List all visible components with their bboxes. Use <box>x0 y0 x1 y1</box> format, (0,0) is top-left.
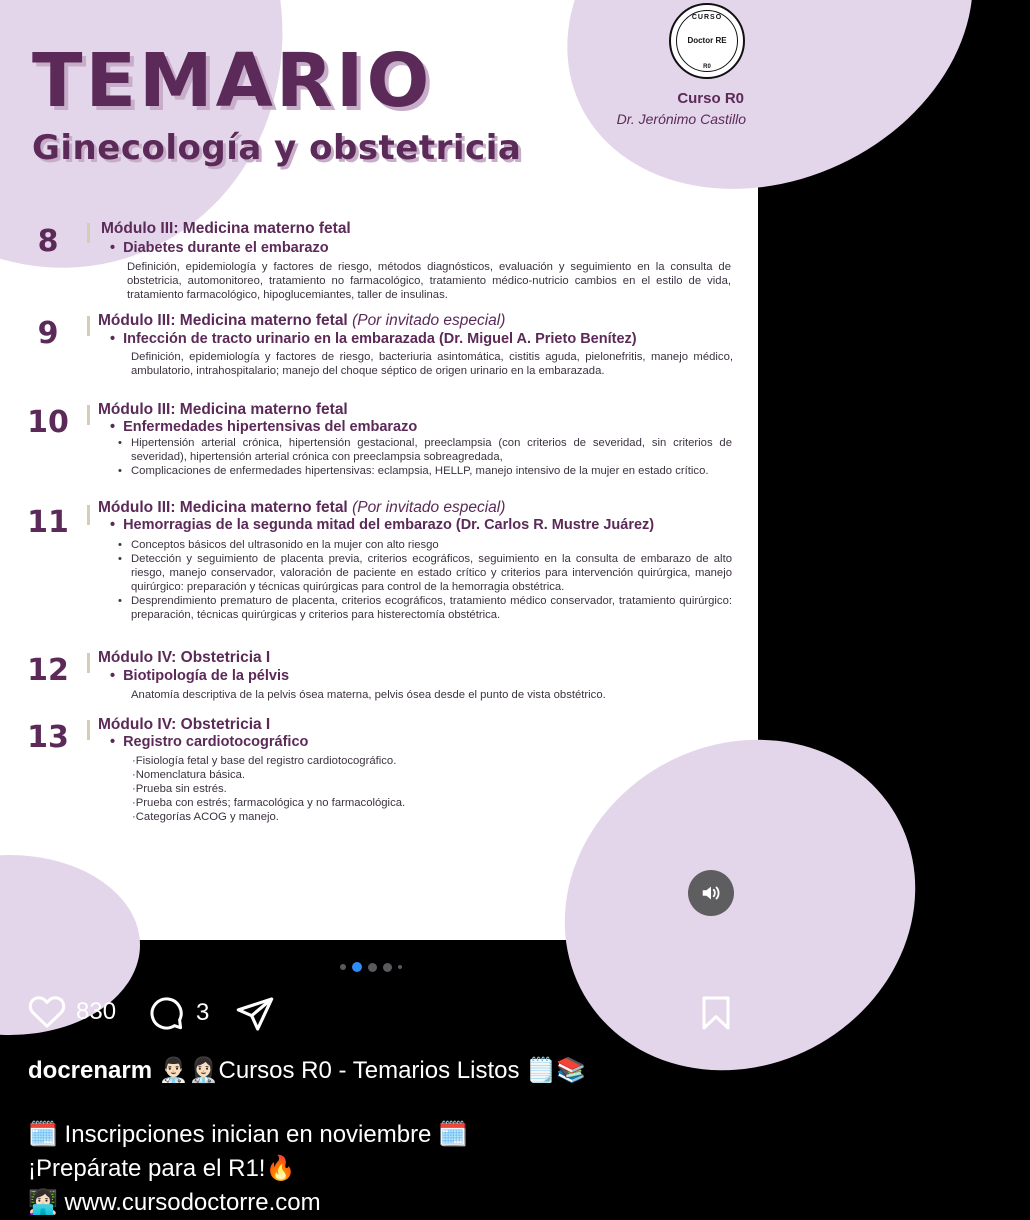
doctor-re-logo: CURSO Doctor RE R0 <box>669 3 745 79</box>
like-count: 830 <box>76 998 117 1025</box>
comment-button[interactable] <box>146 994 209 1032</box>
list-item: • Detección y seguimiento de placenta previa, criterios ecográficos, seguimiento en la consulta de embarazo de alto riesgo, manejo conservador, valoración de paciente en estado crítico y criterios para intervención quirúrgica, manejo quirúrgico: preparación y técnicas quirúrgicas para control de la hemorragia obstétrica. <box>116 552 732 594</box>
list-item: • Hipertensión arterial crónica, hipertensión gestacional, preeclampsia (con criterios de severidad, sin criterios de severidad), hipertensión arterial crónica con preeclampsia sobreagredada, <box>116 436 732 464</box>
divider <box>87 223 90 243</box>
audio-toggle-button[interactable] <box>688 870 734 916</box>
carousel-dot-active <box>352 962 362 972</box>
carousel-dot <box>368 963 377 972</box>
list-item: • Complicaciones de enfermedades hipertensivas: eclampsia, HELLP, manejo intensivo de la mujer en estado crítico. <box>116 464 732 478</box>
author-label: Dr. Jerónimo Castillo <box>616 111 746 127</box>
list-item: ·Prueba con estrés; farmacológica y no farmacológica. <box>132 797 406 809</box>
list-item: • Desprendimiento prematuro de placenta, criterios ecográficos, tratamiento médico conservador, tratamiento quirúrgico: preparación, técnicas quirúrgicas y criterios para histerectomía obstétrica. <box>116 594 732 622</box>
list-item: ·Fisiología fetal y base del registro cardiotocográfico. <box>132 755 397 767</box>
decor-blob <box>510 0 1030 253</box>
module-title: Módulo III: Medicina materno fetal (Por invitado especial) <box>98 499 506 516</box>
module-number: 10 <box>27 405 69 440</box>
caption-text: 🗓️ Inscripciones inician en noviembre 🗓️ <box>28 1121 468 1148</box>
topic-title: • Infección de tracto urinario en la embarazada (Dr. Miguel A. Prieto Benítez) <box>110 331 637 347</box>
topic-title: • Enfermedades hipertensivas del embarazo <box>110 419 417 435</box>
topic-title: • Biotipología de la pélvis <box>110 668 289 684</box>
list-item: • Conceptos básicos del ultrasonido en la mujer con alto riesgo <box>116 538 732 552</box>
comment-count: 3 <box>196 999 210 1026</box>
spacer <box>28 1088 738 1118</box>
post-actions <box>26 992 734 1036</box>
page-subtitle: Ginecología y obstetricia <box>32 128 522 168</box>
module-title: Módulo III: Medicina materno fetal (Por invitado especial) <box>98 312 506 329</box>
topic-title: • Registro cardiotocográfico <box>110 734 308 750</box>
topic-lines <box>132 754 405 824</box>
carousel-dot <box>398 965 402 969</box>
topic-description: Definición, epidemiología y factores de riesgo, métodos diagnósticos, evaluación y seguimiento en la consulta de obstetricia, automonitoreo, tratamiento no farmacológico, tratamiento médico-nutricio cambios en el estilo de vida, tratamiento farmacológico, hipoglucemiantes, taller de insulinas. <box>127 261 731 301</box>
like-button[interactable] <box>26 992 116 1032</box>
save-button[interactable] <box>698 994 734 1032</box>
module-title: Módulo IV: Obstetricia I <box>98 716 271 733</box>
post-caption <box>28 1054 738 1220</box>
list-item: ·Categorías ACOG y manejo. <box>132 811 279 823</box>
caption-link[interactable]: 👩🏻‍💻 www.cursodoctorre.com <box>28 1189 321 1216</box>
caption-text: ¡Prepárate para el R1!🔥 <box>28 1155 296 1182</box>
heart-icon <box>26 992 68 1032</box>
list-item: ·Prueba sin estrés. <box>132 783 227 795</box>
list-item: ·Nomenclatura básica. <box>132 769 246 781</box>
carousel-indicator <box>340 962 402 972</box>
divider <box>87 505 90 525</box>
topic-bullets <box>116 436 732 478</box>
speaker-icon <box>700 882 722 904</box>
module-title: Módulo IV: Obstetricia I <box>98 649 271 666</box>
module-title: Módulo III: Medicina materno fetal <box>98 401 348 418</box>
topic-description: Definición, epidemiología y factores de riesgo, bacteriuria asintomática, cistitis aguda, pielonefritis, manejo médico, ambulatorio, intrahospitalario; manejo del choque séptico de origen urinario en la embarazada. <box>131 351 733 377</box>
divider <box>87 720 90 740</box>
paper-plane-icon <box>234 994 276 1034</box>
carousel-dot <box>340 964 346 970</box>
module-number: 9 <box>37 316 59 351</box>
share-button[interactable] <box>234 994 276 1034</box>
module-number: 13 <box>27 720 69 755</box>
module-number: 8 <box>37 224 59 259</box>
page-title: TEMARIO <box>32 38 433 124</box>
carousel-dot <box>383 963 392 972</box>
divider <box>87 316 90 336</box>
comment-icon <box>146 994 186 1032</box>
module-title: Módulo III: Medicina materno fetal <box>101 220 351 237</box>
topic-title: • Hemorragias de la segunda mitad del embarazo (Dr. Carlos R. Mustre Juárez) <box>110 517 654 533</box>
bookmark-icon <box>698 994 734 1032</box>
topic-title: • Diabetes durante el embarazo <box>110 240 329 256</box>
module-number: 11 <box>27 505 69 540</box>
module-number: 12 <box>27 653 69 688</box>
divider <box>87 653 90 673</box>
topic-description: Anatomía descriptiva de la pelvis ósea materna, pelvis ósea desde el punto de vista obstétrico. <box>131 689 606 701</box>
course-label: Curso R0 <box>677 90 744 107</box>
topic-bullets <box>116 538 732 622</box>
caption-first-line <box>28 1054 738 1088</box>
username-link[interactable]: docrenarm <box>28 1057 153 1084</box>
caption-text: 👨🏻‍⚕️👩🏻‍⚕️Cursos R0 - Temarios Listos 🗒️📚 <box>158 1057 586 1084</box>
divider <box>87 405 90 425</box>
